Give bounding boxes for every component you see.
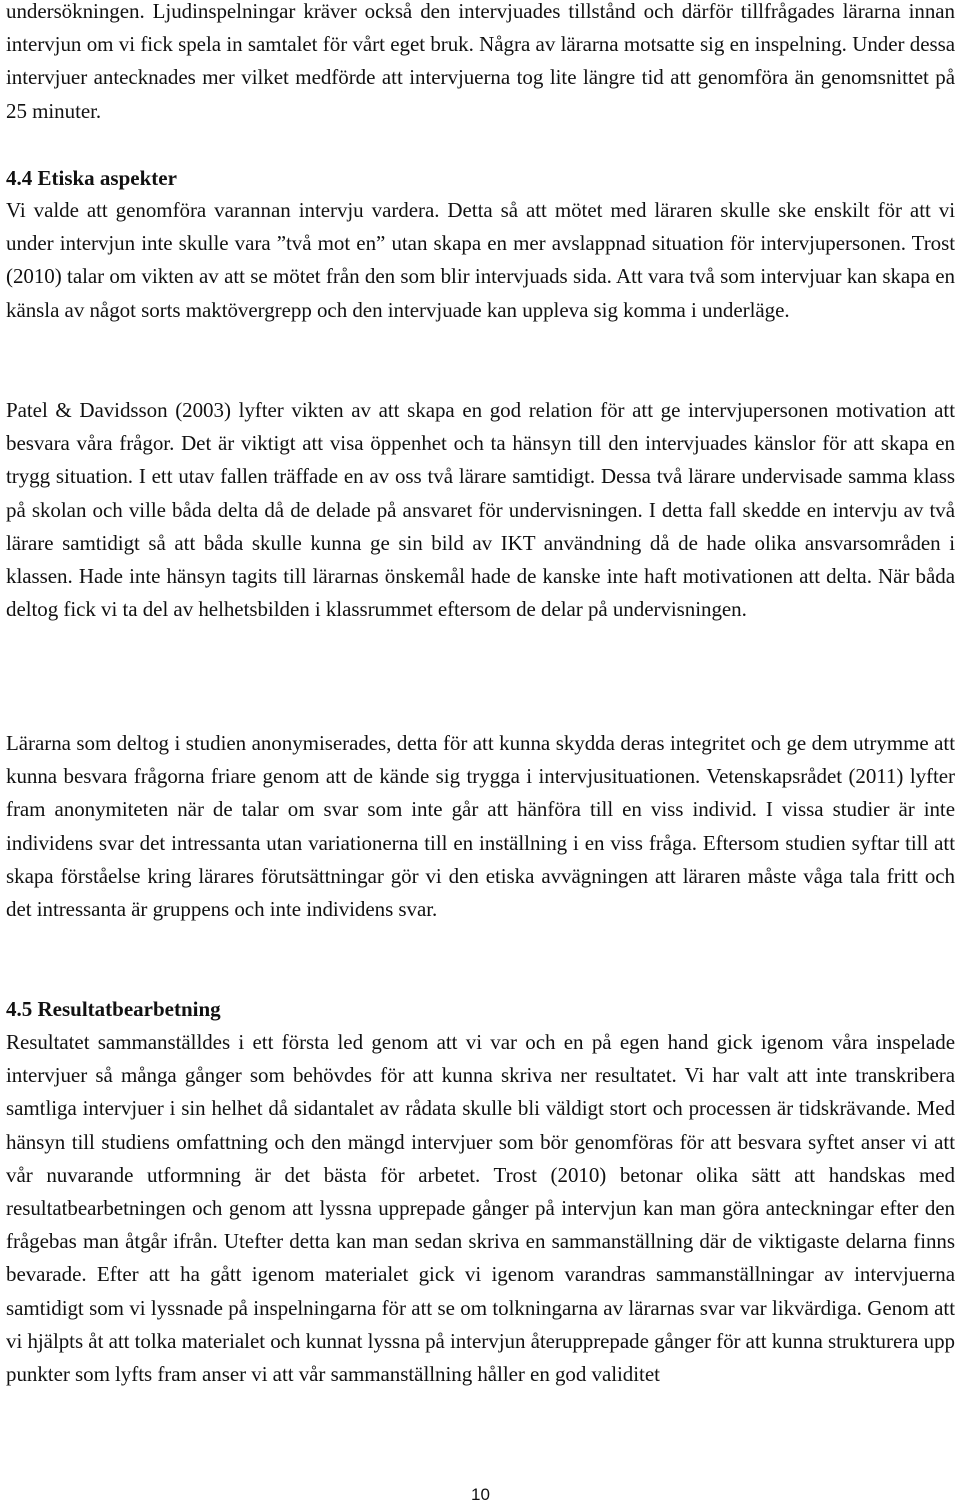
document-page bbox=[6, 0, 955, 1507]
paragraph-etiska-1: Vi valde att genomföra varannan intervju vardera. Detta så att mötet med läraren skulle ske enskilt för att vi under intervjun inte skulle vara ”två mot en” utan skapa en mer avslappnad situation för intervjupersonen. Trost (2010) talar om vikten av att se mötet från den som blir intervjuads sida. Att vara två som intervjuar kan skapa en känsla av något sorts maktövergrepp och den intervjuade kan uppleva sig komma i underläge. bbox=[6, 198, 955, 322]
paragraph-continued: undersökningen. Ljudinspelningar kräver också den intervjuades tillstånd och därför tillfrågades lärarna innan intervjun om vi fick spela in samtalet för vårt eget bruk. Några av lärarna motsatte sig en inspelning. Under dessa intervjuer antecknades mer vilket medförde att intervjuerna tog lite längre tid att genomföra än genomsnittet på 25 minuter. bbox=[6, 0, 955, 123]
page-number: 10 bbox=[471, 1485, 490, 1504]
paragraph-etiska-3: Lärarna som deltog i studien anonymiserades, detta för att kunna skydda deras integritet och ge dem utrymme att kunna besvara frågorna friare genom att de kände sig trygga i intervjusituationen. Vetenskapsrådet (2011) lyfter fram anonymiteten när de talar om svar som inte går att hänföra till en viss individ. I vissa studier är inte individens svar det intressanta utan variationerna till en inställning i en viss fråga. Eftersom studien syftar till att skapa förståelse kring lärares förutsättningar gör vi den etiska avvägningen att läraren måste våga tala fritt och det intressanta är gruppens och inte individens svar. bbox=[6, 731, 955, 922]
paragraph-etiska-2: Patel & Davidsson (2003) lyfter vikten av att skapa en god relation för att ge intervjupersonen motivation att besvara våra frågor. Det är viktigt att visa öppenhet och ta hänsyn till den intervjuades känslor för att skapa en trygg situation. I ett utav fallen träffade en av oss två lärare samtidigt. Dessa två lärare undervisade samma klass på skolan och ville båda delta då de delade på ansvaret för undervisningen. I detta fall skedde en intervju av två lärare samtidigt så att båda skulle kunna ge sin bild av IKT användning då de hade olika ansvarsområden i klassen. Hade inte hänsyn tagits till lärarnas önskemål hade de kanske inte haft motivationen att delta. När båda deltog fick vi ta del av helhetsbilden i klassrummet eftersom de delar på undervisningen. bbox=[6, 398, 955, 622]
paragraph-resultat-1: Resultatet sammanställdes i ett första led genom att vi var och en på egen hand gick igenom våra inspelade intervjuer så många gånger som behövdes för att kunna skriva ner resultatet. Vi har valt att inte transkribera samtliga intervjuer i sin helhet då sidantalet av rådata skulle bli väldigt stort och processen är tidskrävande. Med hänsyn till studiens omfattning och den mängd intervjuer som bör genomföras för att besvara syftet anser vi att vår nuvarande utformning är det bästa för arbetet. Trost (2010) betonar olika sätt att handskas med resultatbearbetningen och genom att lyssna upprepade gånger på intervjun kan man göra anteckningar efter den frågebas man åtgår ifrån. Utefter detta kan man sedan skriva en sammanställning där de viktigaste delarna finns bevarade. Efter att ha gått igenom materialet gick vi igenom varandras sammanställningar av intervjuerna samtidigt som vi lyssnade på inspelningarna för att se om tolkningarna av lärarnas svar var likvärdiga. Genom att vi hjälpts åt att tolka materialet och kunnat lyssna på intervjun återupprepade gånger för att kunna strukturera upp punkter som lyfts fram anser vi att vår sammanställning håller en god validitet bbox=[6, 1030, 955, 1387]
section-heading-resultatbearbetning: 4.5 Resultatbearbetning bbox=[6, 997, 221, 1021]
section-heading-etiska-aspekter: 4.4 Etiska aspekter bbox=[6, 166, 177, 190]
